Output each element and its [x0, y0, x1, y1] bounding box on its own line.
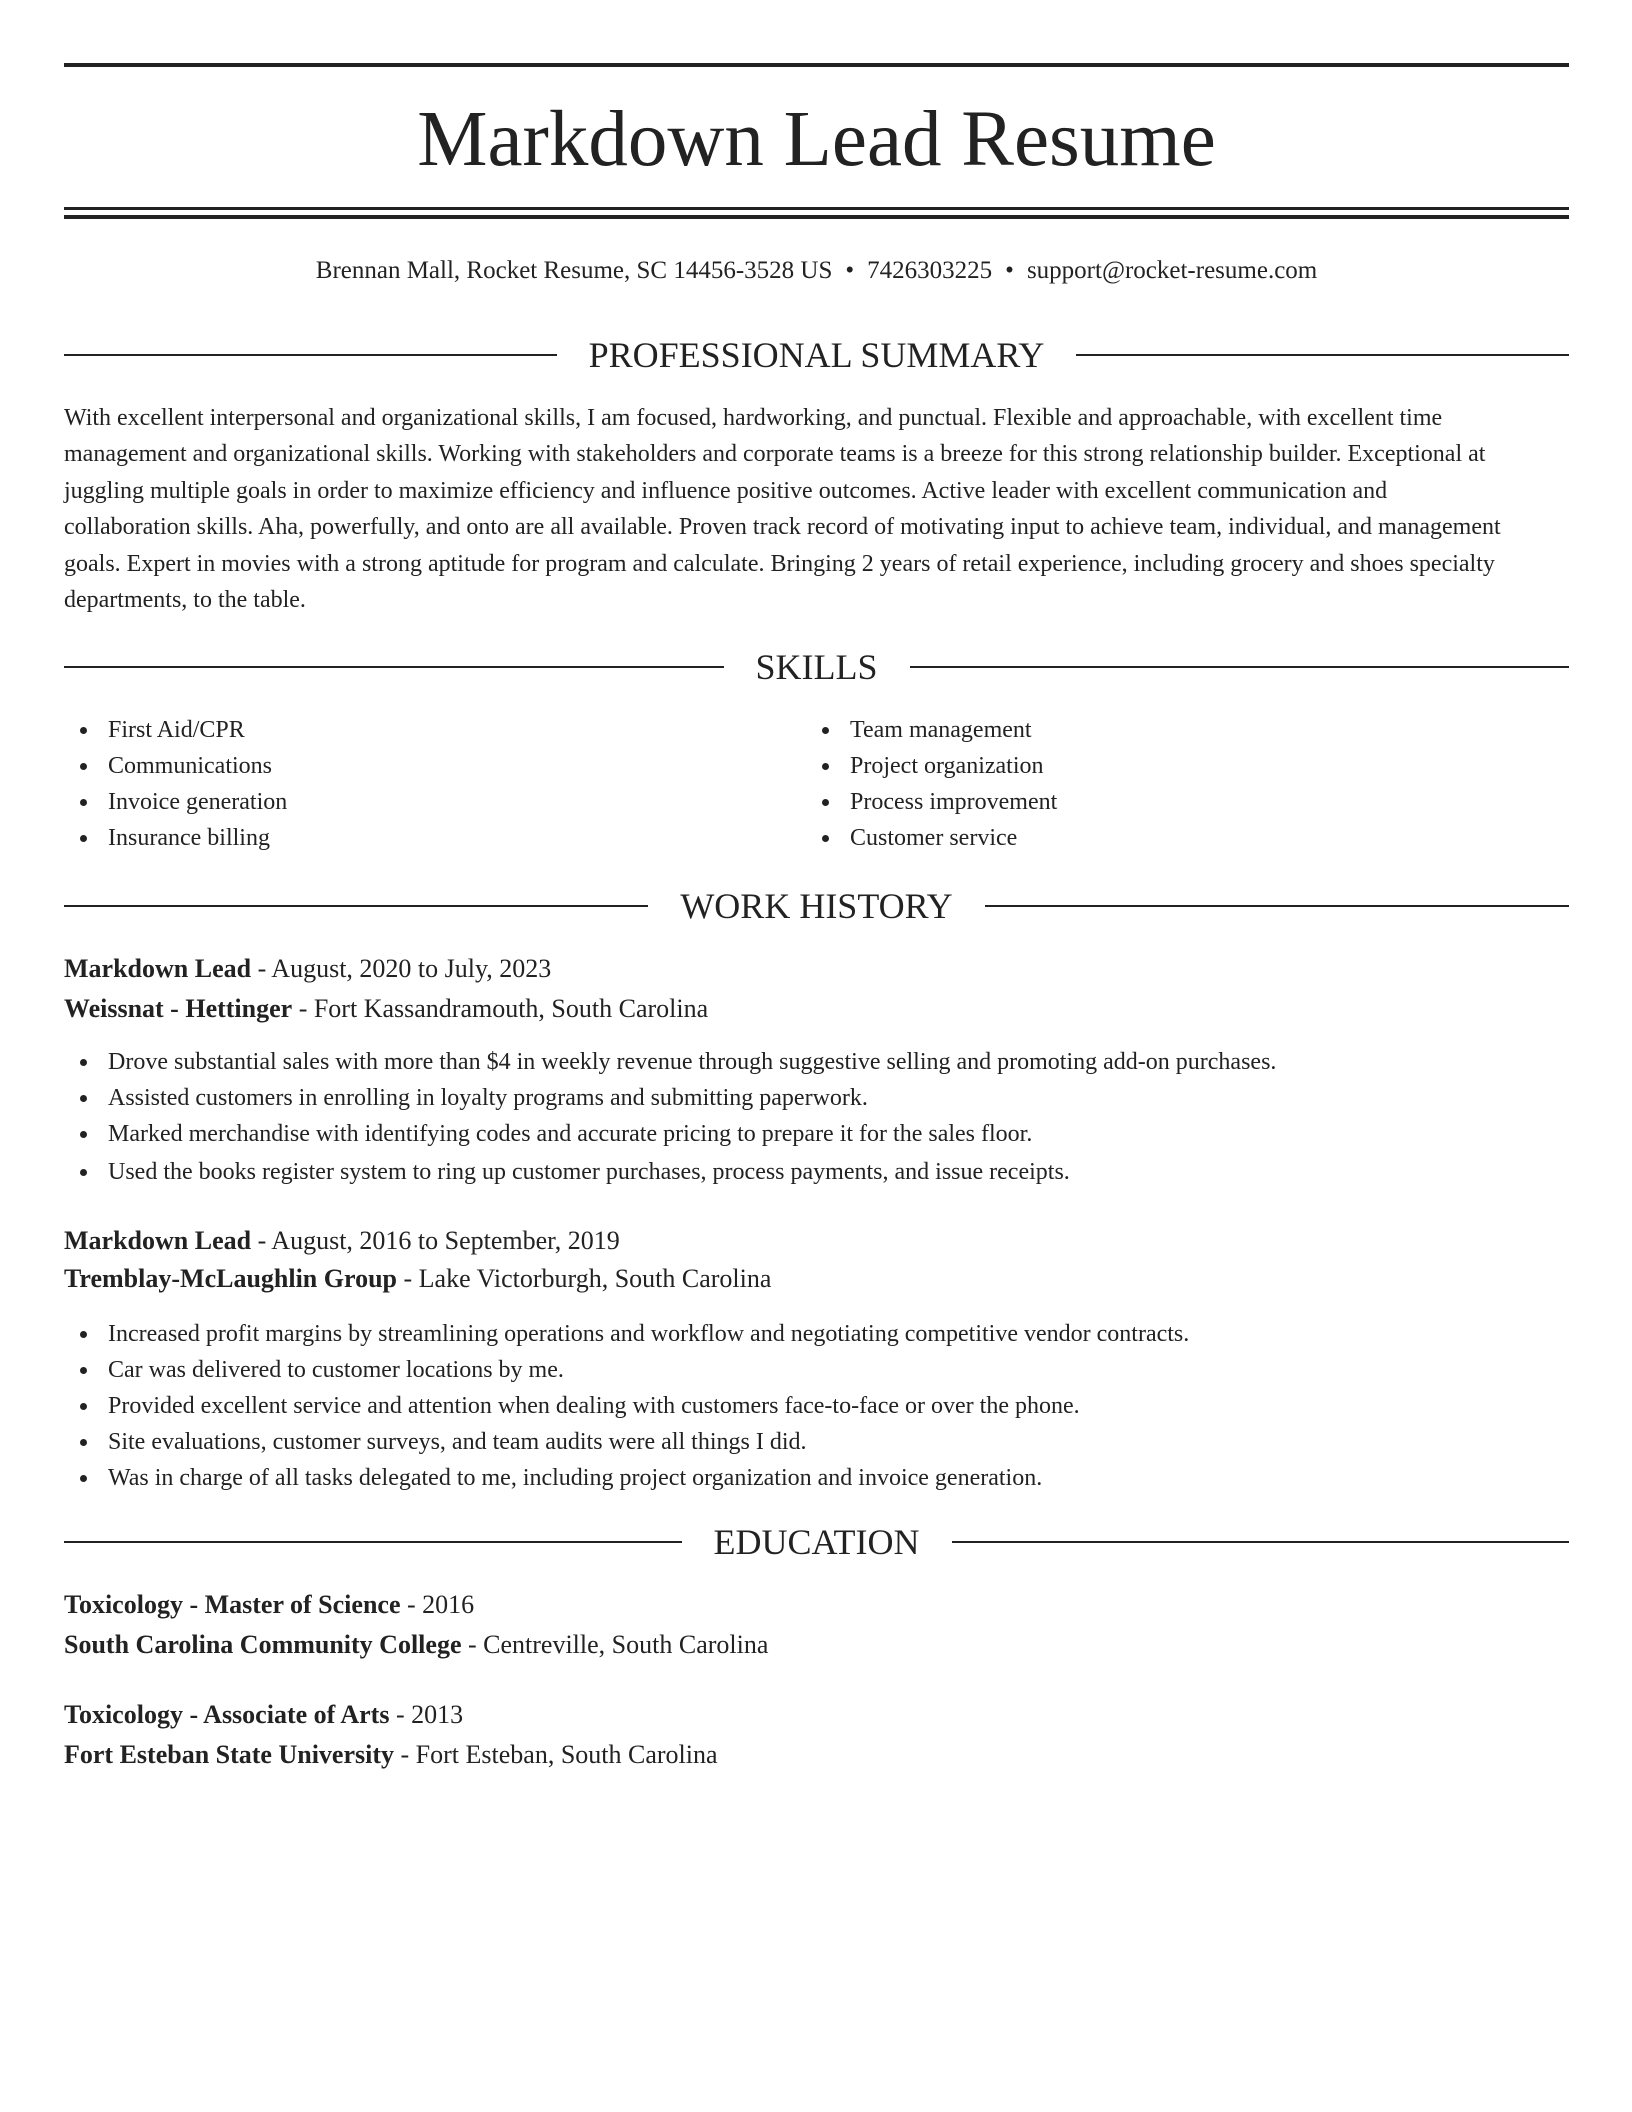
duty-item: Used the books register system to ring up customer purchases, process payments, and issue receipts.	[64, 1154, 1276, 1190]
summary-line: juggling multiple goals in order to maximize efficiency and influence positive outcomes. Active leader with excellent communication and	[64, 477, 1388, 504]
summary-line: goals. Expert in movies with a strong aptitude for program and calculate. Bringing 2 years of retail experience, including grocery and shoes specialty	[64, 550, 1495, 577]
section-heading-education	[64, 1520, 1569, 1564]
job-duties-list	[64, 1316, 1189, 1496]
duty-item: Car was delivered to customer locations by me.	[64, 1352, 1189, 1388]
job-title-line	[64, 949, 551, 989]
job-dates: - August, 2020 to July, 2023	[251, 954, 552, 983]
employer-location: - Lake Victorburgh, South Carolina	[397, 1264, 772, 1293]
skill-item: First Aid/CPR	[64, 712, 287, 748]
summary-line: management and organizational skills. Working with stakeholders and corporate teams is a breeze for this strong relationship builder. Exceptional at	[64, 441, 1486, 468]
job-dates: - August, 2016 to September, 2019	[251, 1226, 620, 1255]
skill-item: Invoice generation	[64, 784, 287, 820]
employer-location: - Fort Kassandramouth, South Carolina	[292, 994, 709, 1023]
degree-name: Toxicology - Master of Science	[64, 1590, 401, 1619]
section-title: EDUCATION	[713, 1522, 920, 1562]
summary-line: departments, to the table.	[64, 587, 306, 614]
resume-title: Markdown Lead Resume	[417, 96, 1216, 183]
contact-info	[64, 254, 1569, 288]
divider-line	[1076, 354, 1569, 356]
duty-item: Increased profit margins by streamlining operations and workflow and negotiating competitive vendor contracts.	[64, 1316, 1189, 1352]
duty-item: Provided excellent service and attention when dealing with customers face-to-face or over the phone.	[64, 1388, 1189, 1424]
section-title: WORK HISTORY	[680, 886, 953, 926]
job-title-line	[64, 1221, 620, 1261]
section-heading-skills	[64, 645, 1569, 689]
divider-line	[64, 666, 724, 668]
header-bottom-rule-second	[64, 215, 1569, 219]
skill-item: Communications	[64, 748, 287, 784]
contact-email: support@rocket-resume.com	[1026, 257, 1318, 284]
header-top-rule	[64, 63, 1569, 67]
skill-item: Process improvement	[806, 784, 1057, 820]
employer-name: Tremblay-McLaughlin Group	[64, 1264, 397, 1293]
school-location: - Centreville, South Carolina	[461, 1630, 769, 1659]
skills-list-left	[64, 712, 287, 856]
divider-line	[952, 1541, 1570, 1543]
degree-line	[64, 1585, 474, 1625]
divider-line	[985, 905, 1569, 907]
summary-line: With excellent interpersonal and organizational skills, I am focused, hardworking, and punctual. Flexible and approachable, with excellent time	[64, 405, 1443, 431]
summary-line: collaboration skills. Aha, powerfully, and onto are all available. Proven track record of motivating input to achieve team, individual, and management	[64, 514, 1501, 541]
school-name: Fort Esteban State University	[64, 1740, 395, 1769]
job-title: Markdown Lead	[64, 1226, 252, 1255]
employer-line	[64, 1259, 771, 1299]
school-name: South Carolina Community College	[64, 1630, 462, 1659]
section-heading-summary	[64, 333, 1569, 377]
degree-year: - 2016	[400, 1590, 475, 1619]
section-title: SKILLS	[755, 647, 878, 687]
summary-paragraph	[64, 400, 1569, 618]
contact-separator: •	[1005, 257, 1014, 284]
divider-line	[64, 354, 557, 356]
divider-line	[64, 905, 648, 907]
employer-name: Weissnat - Hettinger	[64, 994, 293, 1023]
divider-line	[910, 666, 1570, 668]
school-line	[64, 1625, 768, 1665]
duty-item: Site evaluations, customer surveys, and team audits were all things I did.	[64, 1424, 1189, 1460]
skill-item: Insurance billing	[64, 820, 287, 856]
duty-item: Marked merchandise with identifying codes and accurate pricing to prepare it for the sales floor.	[64, 1116, 1276, 1152]
school-line	[64, 1735, 718, 1775]
skill-item: Team management	[806, 712, 1057, 748]
header-bottom-rule	[64, 207, 1569, 210]
contact-phone: 7426303225	[867, 257, 993, 284]
skills-list-right	[806, 712, 1057, 856]
degree-name: Toxicology - Associate of Arts	[64, 1700, 390, 1729]
employer-line	[64, 989, 708, 1029]
contact-address: Brennan Mall, Rocket Resume, SC 14456-3528 US	[315, 257, 833, 284]
job-title: Markdown Lead	[64, 954, 252, 983]
job-duties-list	[64, 1044, 1276, 1190]
degree-year: - 2013	[389, 1700, 464, 1729]
section-title: PROFESSIONAL SUMMARY	[588, 335, 1045, 375]
duty-item: Drove substantial sales with more than $4 in weekly revenue through suggestive selling and promoting add-on purchases.	[64, 1044, 1276, 1080]
duty-item: Assisted customers in enrolling in loyalty programs and submitting paperwork.	[64, 1080, 1276, 1116]
section-heading-work	[64, 884, 1569, 928]
skill-item: Customer service	[806, 820, 1057, 856]
school-location: - Fort Esteban, South Carolina	[394, 1740, 718, 1769]
duty-item: Was in charge of all tasks delegated to me, including project organization and invoice generation.	[64, 1460, 1189, 1496]
contact-separator: •	[845, 257, 855, 284]
divider-line	[64, 1541, 682, 1543]
skill-item: Project organization	[806, 748, 1057, 784]
degree-line	[64, 1695, 463, 1735]
